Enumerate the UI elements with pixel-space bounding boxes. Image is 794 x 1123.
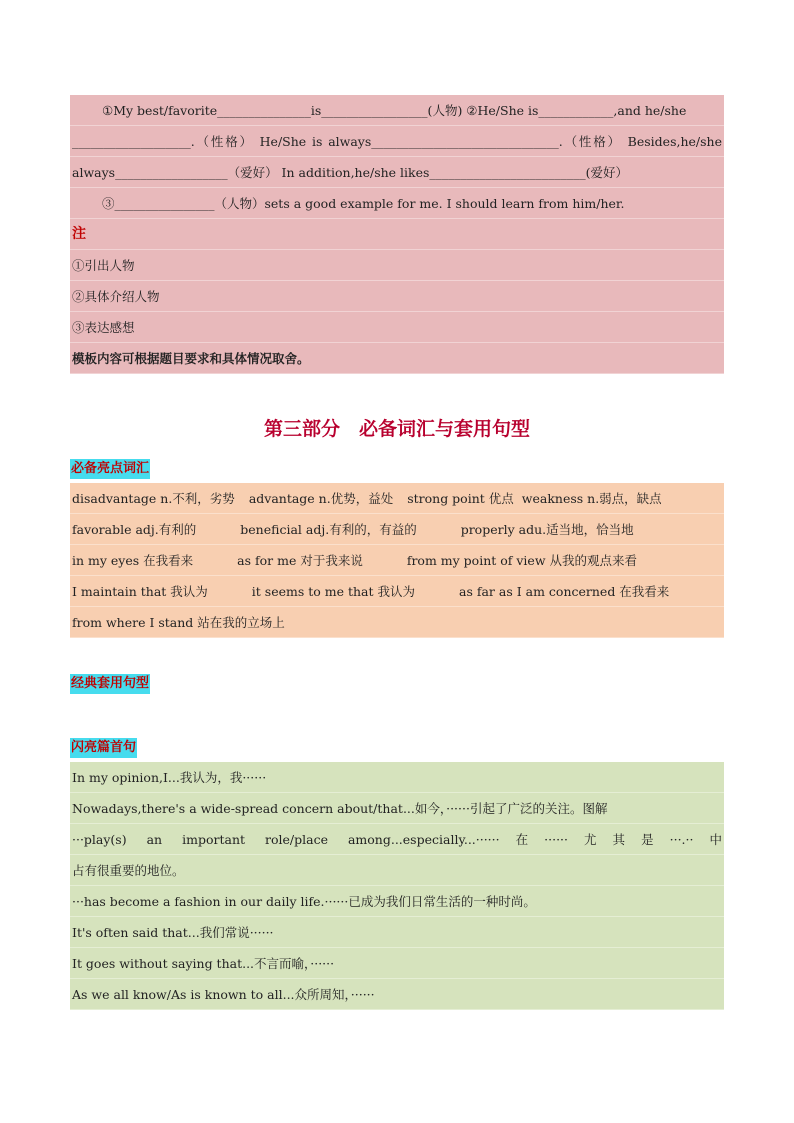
vocab-label: 必备亮点词汇 <box>70 459 150 479</box>
opening-row: As we all know/As is known to all...众所周知，······ <box>70 979 724 1010</box>
vocab-item: from my point of view 从我的观点来看 <box>406 553 637 568</box>
opening-row: ···has become a fashion in our daily life.······已成为我们日常生活的一种时尚。 <box>70 886 724 917</box>
vocab-item: I maintain that 我认为 <box>72 584 208 599</box>
vocab-item: properly adu.适当地，恰当地 <box>460 522 634 537</box>
opening-row: It goes without saying that...不言而喻，······ <box>70 948 724 979</box>
vocab-item: in my eyes 在我看来 <box>72 553 194 568</box>
opening-row: Nowadays,there's a wide-spread concern about/that...如今，······引起了广泛的关注。图解 <box>70 793 724 824</box>
vocab-row <box>70 514 724 545</box>
section-title: 第三部分 必备词汇与套用句型 <box>263 418 530 440</box>
opening-label: 闪亮篇首句 <box>70 738 137 758</box>
opening-row: ···play(s) an important role/place among...especially...······在······尤其是···.··中 <box>70 824 724 855</box>
opening-row: 占有很重要的地位。 <box>70 855 724 886</box>
template-line-2: ___________________.（性格） He/She is always______________________________.（性格） Besides,he/she <box>70 126 724 157</box>
vocab-row <box>70 576 724 607</box>
opening-row: In my opinion,I...我认为，我······ <box>70 762 724 793</box>
opening-row: It's often said that...我们常说······ <box>70 917 724 948</box>
vocab-item: favorable adj.有利的 <box>72 522 197 537</box>
template-box <box>70 95 724 374</box>
vocab-item: weakness n.弱点，缺点 <box>521 491 662 506</box>
note-item-2: ②具体介绍人物 <box>70 281 724 312</box>
template-line-3: always__________________（爱好） In addition,he/she likes_________________________(爱好） <box>70 157 724 188</box>
vocab-item: disadvantage n.不利，劣势 <box>72 491 235 506</box>
vocab-box <box>70 483 724 638</box>
opening-box <box>70 762 724 1010</box>
vocab-item: beneficial adj.有利的，有益的 <box>240 522 417 537</box>
note-item-1: ①引出人物 <box>70 250 724 281</box>
patterns-label: 经典套用句型 <box>70 674 150 694</box>
vocab-item: as far as I am concerned 在我看来 <box>459 584 670 599</box>
vocab-item: advantage n.优势，益处 <box>248 491 394 506</box>
vocab-row <box>70 545 724 576</box>
note-title: 注 <box>70 219 724 250</box>
template-line-1: ①My best/favorite_______________is_________________(人物) ②He/She is____________,and he/she <box>70 95 724 126</box>
note-item-3: ③表达感想 <box>70 312 724 343</box>
note-final: 模板内容可根据题目要求和具体情况取舍。 <box>70 343 724 374</box>
template-line-4: ③________________（人物）sets a good example for me. I should learn from him/her. <box>70 188 724 219</box>
vocab-item: from where I stand 站在我的立场上 <box>72 615 285 630</box>
vocab-item: strong point 优点 <box>407 491 514 506</box>
page-content <box>70 95 724 1010</box>
vocab-row <box>70 483 724 514</box>
vocab-row <box>70 607 724 638</box>
vocab-item: it seems to me that 我认为 <box>251 584 416 599</box>
vocab-item: as for me 对于我来说 <box>237 553 363 568</box>
